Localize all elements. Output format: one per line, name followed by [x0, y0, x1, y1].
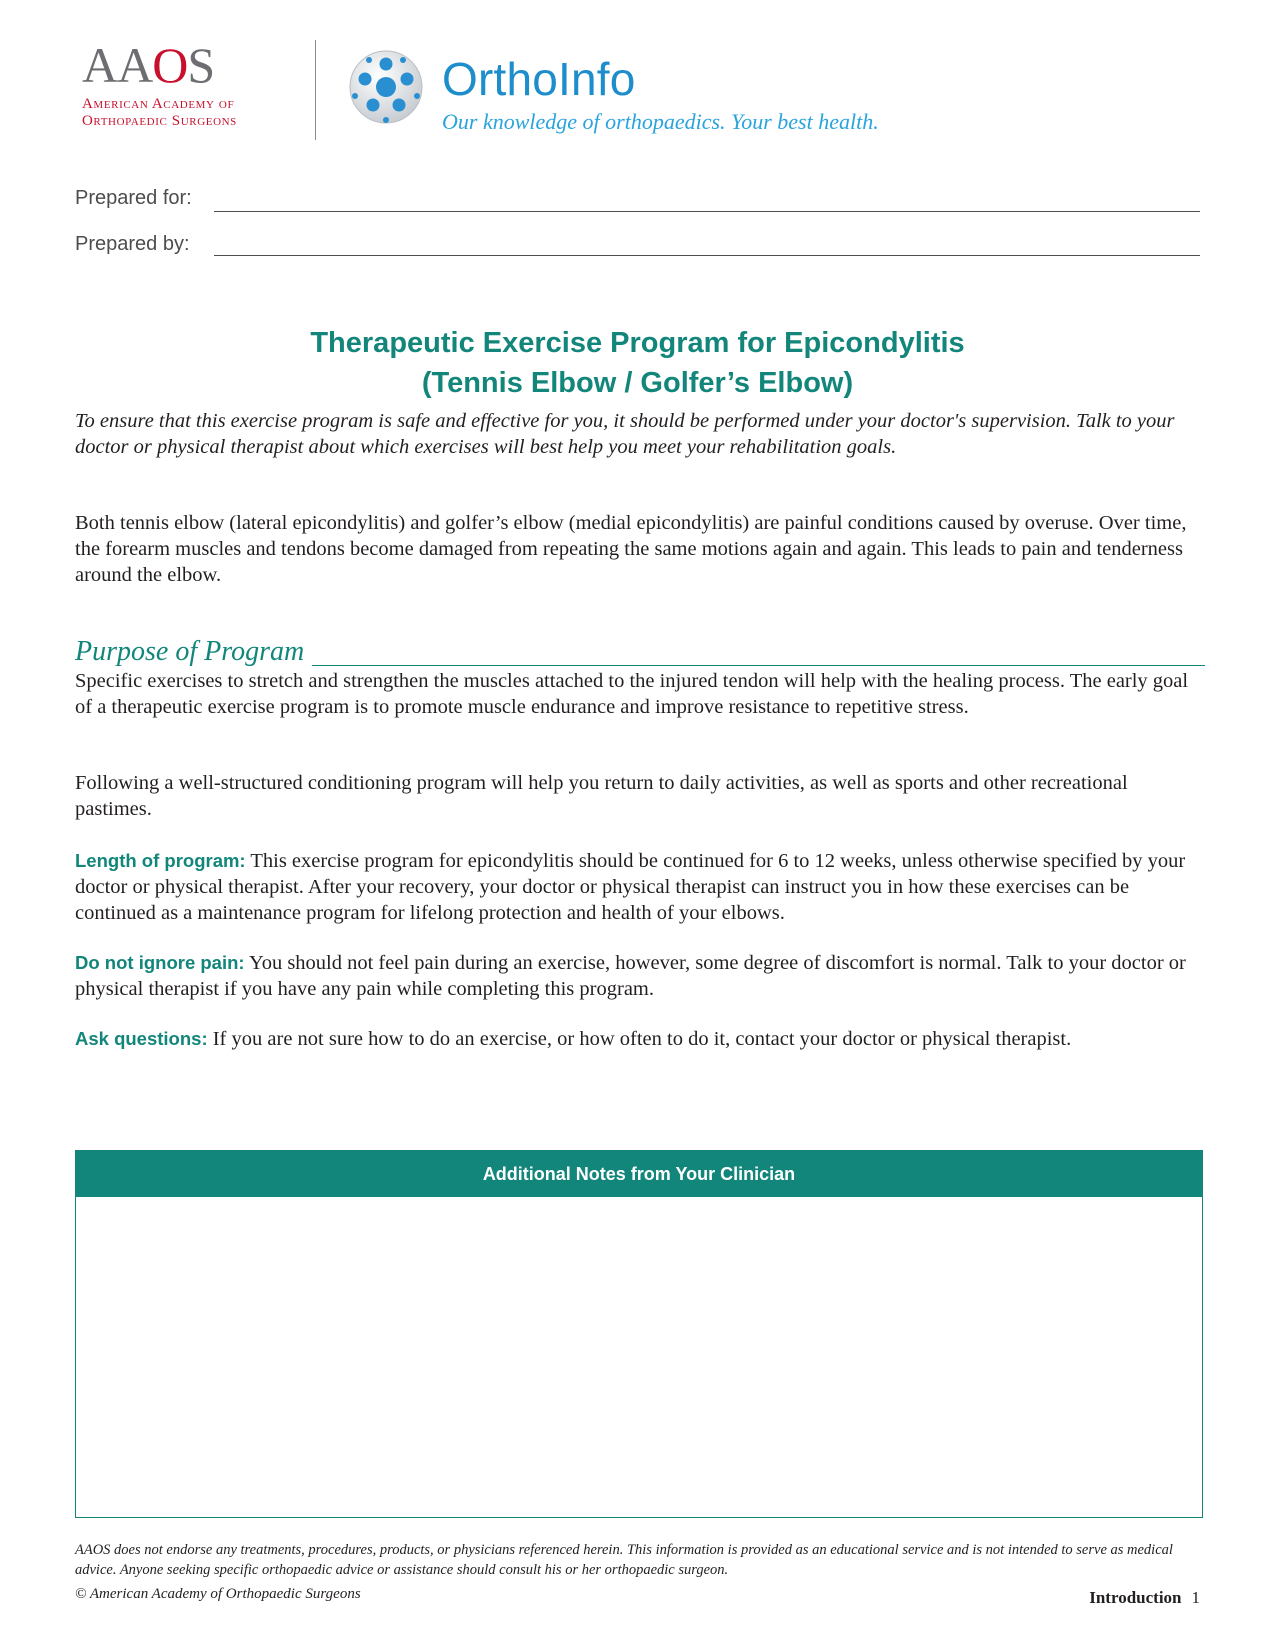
header-divider [315, 40, 316, 140]
clinician-notes-heading: Additional Notes from Your Clinician [76, 1151, 1202, 1197]
prepared-by-line[interactable] [214, 255, 1200, 256]
prepared-for-label: Prepared for: [75, 187, 192, 209]
section-heading-rule [312, 665, 1205, 667]
aaos-logo-wordmark: AAOS [82, 37, 215, 93]
page-reference [1089, 1588, 1200, 1608]
intro-disclaimer: To ensure that this exercise program is safe and effective for you, it should be performed under your doctor's supervision. Talk to your doctor or physical therapist about which exercises will best help you meet your rehabilitation goals. [75, 410, 1175, 458]
footer-disclaimer: AAOS does not endorse any treatments, procedures, products, or physicians referenced herein. This information is provided as an educational service and is not intended to serve as medical advice. Anyone seeking specific orthopaedic advice or assistance should consult his or her orthopaedic surgeon. [75, 1542, 1173, 1578]
orthoinfo-tagline: Our knowledge of orthopaedics. Your best health. [442, 109, 879, 134]
page-section-label: Introduction [1089, 1588, 1182, 1607]
section-heading-purpose: Purpose of Program [75, 636, 1205, 670]
document-title: Therapeutic Exercise Program for Epicondylitis (Tennis Elbow / Golfer’s Elbow) [310, 327, 965, 399]
ask-questions-lead: Ask questions: [75, 1028, 208, 1049]
length-of-program-lead: Length of program: [75, 850, 246, 871]
aaos-logo-subtitle: American Academy of Orthopaedic Surgeons [82, 96, 237, 129]
aaos-logo-o-mark: O [152, 37, 188, 93]
orthoinfo-sphere-icon [347, 48, 425, 126]
orthoinfo-title: OrthoInfo [442, 53, 636, 105]
intro-paragraph: Both tennis elbow (lateral epicondylitis) and golfer’s elbow (medial epicondylitis) are painful conditions caused by overuse. Over time, the forearm muscles and tendons become damaged from repeating the same motions again and again. This leads to pain and tenderness around the elbow. [75, 512, 1187, 586]
purpose-paragraph-2: Following a well-structured conditioning program will help you return to daily activities, as well as sports and other recreational pastimes. [75, 772, 1128, 820]
page-number: 1 [1191, 1588, 1200, 1607]
clinician-notes-box[interactable] [75, 1150, 1203, 1518]
do-not-ignore-pain-paragraph: Do not ignore pain: You should not feel pain during an exercise, however, some degree of discomfort is normal. Talk to your doctor or physical therapist if you have any pain while completing this program. [75, 952, 1186, 1000]
length-of-program-paragraph: Length of program: This exercise program for epicondylitis should be continued for 6 to 12 weeks, unless otherwise specified by your doctor or physical therapist. After your recovery, your doctor or physical therapist can instruct you in how these exercises can be continued as a maintenance program for lifelong protection and health of your elbows. [75, 850, 1186, 924]
purpose-paragraph-1: Specific exercises to stretch and strengthen the muscles attached to the injured tendon will help with the healing process. The early goal of a therapeutic exercise program is to promote muscle endurance and improve resistance to repetitive stress. [75, 670, 1189, 718]
prepared-for-line[interactable] [214, 211, 1200, 212]
do-not-ignore-pain-lead: Do not ignore pain: [75, 952, 245, 973]
ask-questions-paragraph: Ask questions: If you are not sure how to do an exercise, or how often to do it, contact your doctor or physical therapist. [75, 1028, 1072, 1050]
footer-copyright: © American Academy of Orthopaedic Surgeons [75, 1586, 361, 1602]
prepared-by-label: Prepared by: [75, 233, 190, 255]
